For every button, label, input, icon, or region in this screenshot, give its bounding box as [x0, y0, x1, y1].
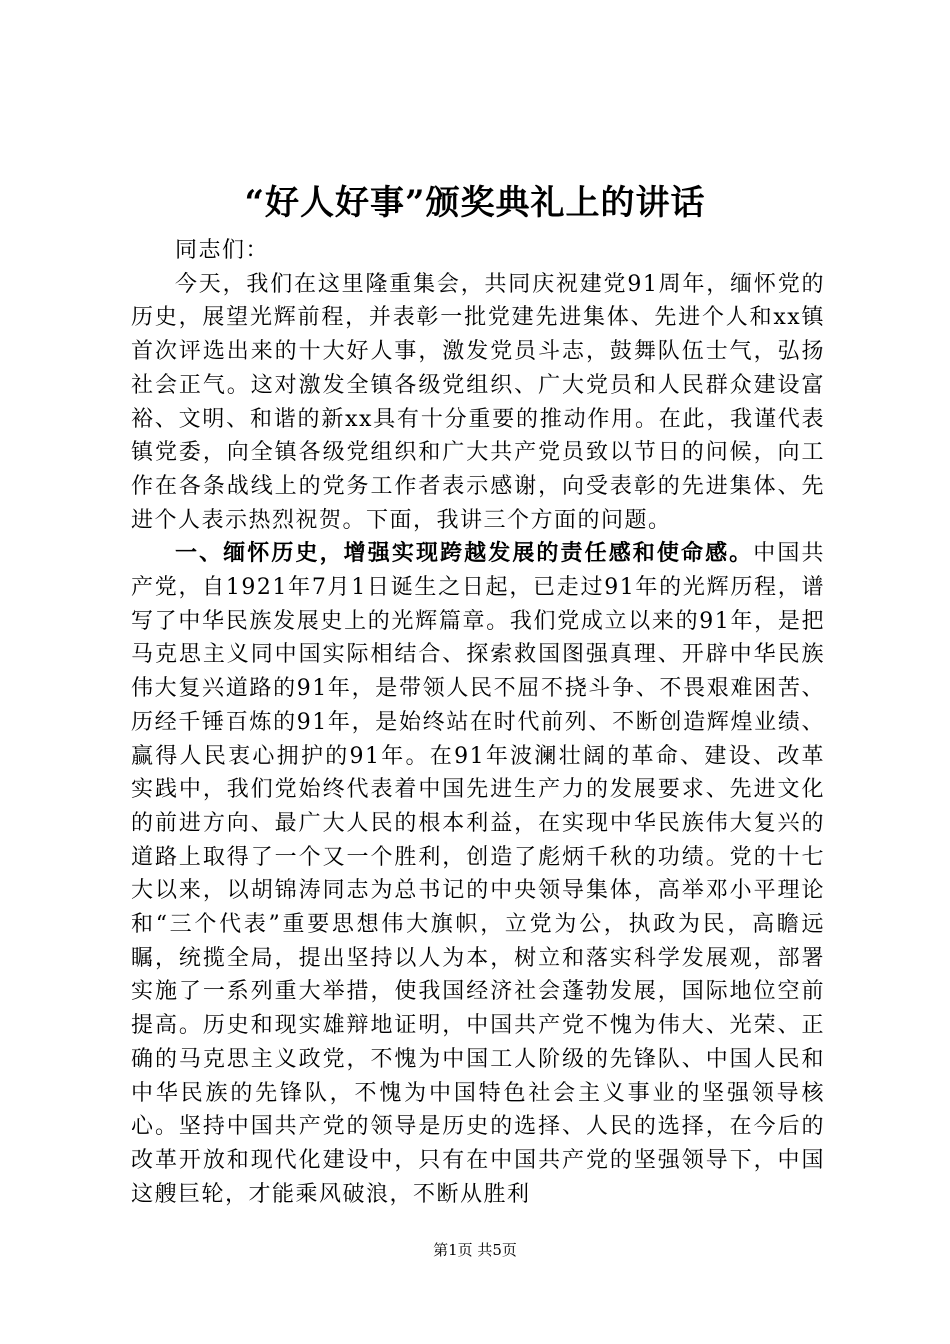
page-footer: 第1页 共5页: [433, 1241, 517, 1259]
document-title: “好人好事”颁奖典礼上的讲话: [244, 183, 706, 223]
salutation: 同志们：: [175, 238, 270, 263]
paragraph-section-1: [131, 537, 825, 1211]
section-1-heading: 一、缅怀历史，增强实现跨越发展的责任感和使命感。: [175, 540, 754, 567]
document-body: [131, 234, 825, 1211]
section-1-text: 中国共产党，自1921年7月1日诞生之日起，已走过91年的光辉历程，谱写了中华民族发展史上的光辉篇章。我们党成立以来的91年，是把马克思主义同中国实际相结合、探索救国图强真理、开辟中华民族伟大复兴道路的91年，是带领人民不屈不挠斗争、不畏艰难困苦、历经千锤百炼的91年，是始终站在时代前列、不断创造辉煌业绩、赢得人民衷心拥护的91年。在91年波澜壮阔的革命、建设、改革实践中，我们党始终代表着中国先进生产力的发展要求、先进文化的前进方向、最广大人民的根本利益，在实现中华民族伟大复兴的道路上取得了一个又一个胜利，创造了彪炳千秋的功绩。党的十七大以来，以胡锦涛同志为总书记的中央领导集体，高举邓小平理论和“三个代表”重要思想伟大旗帜，立党为公，执政为民，高瞻远瞩，统揽全局，提出坚持以人为本，树立和落实科学发展观，部署实施了一系列重大举措，使我国经济社会蓬勃发展，国际地位空前提高。历史和现实雄辩地证明，中国共产党不愧为伟大、光荣、正确的马克思主义政党，不愧为中国工人阶级的先锋队、中国人民和中华民族的先锋队，不愧为中国特色社会主义事业的坚强领导核心。坚持中国共产党的领导是历史的选择、人民的选择，在今后的改革开放和现代化建设中，只有在中国共产党的坚强领导下，中国这艘巨轮，才能乘风破浪，不断从胜利: [131, 541, 825, 1207]
paragraph-intro: 今天，我们在这里隆重集会，共同庆祝建党91周年，缅怀党的历史，展望光辉前程，并表彰一批党建先进集体、先进个人和xx镇首次评选出来的十大好人事，激发党员斗志，鼓舞队伍士气，弘扬社会正气。这对激发全镇各级党组织、广大党员和人民群众建设富裕、文明、和谐的新xx具有十分重要的推动作用。在此，我谨代表镇党委，向全镇各级党组织和广大共产党员致以节日的问候，向工作在各条战线上的党务工作者表示感谢，向受表彰的先进集体、先进个人表示热烈祝贺。下面，我讲三个方面的问题。: [131, 271, 825, 533]
